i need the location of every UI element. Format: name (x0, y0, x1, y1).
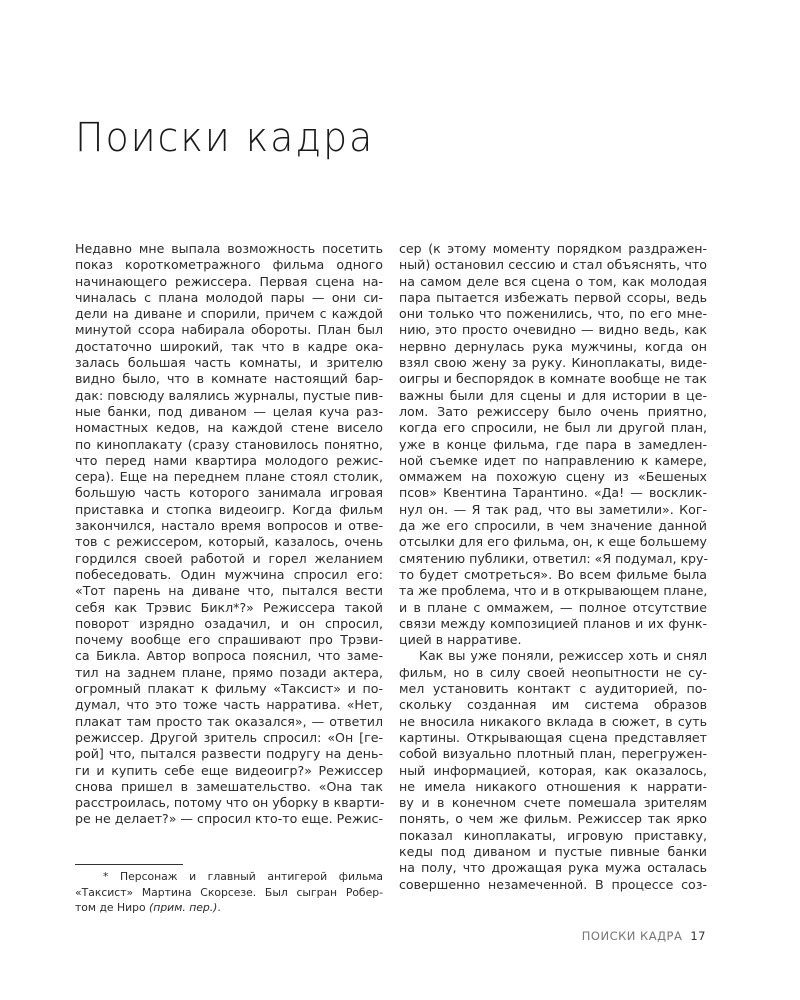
text-line: взял свою жену за руку. Киноплакаты, виде- (399, 355, 707, 371)
text-line: что перед нами квартира молодого режис- (75, 452, 383, 468)
text-line: пара пытается избежать первой ссоры, ведь (399, 289, 707, 305)
text-line: расстроилась, потому что он уборку в кварти- (75, 795, 385, 811)
text-line: поворот изрядно озадачил, и он спросил, (75, 615, 383, 631)
text-line: огромный плакат к фильму «Таксист» и по- (75, 681, 383, 697)
right-text-column (399, 241, 707, 893)
text-line: ные банки, под диваном — целая куча раз- (75, 403, 383, 419)
text-line: ву и в конечном счете помешала зрителям (399, 795, 707, 811)
text-line: тил на заднем плане, прямо позади актера, (75, 664, 383, 680)
text-line: гордился своей работой и горел желанием (75, 550, 383, 566)
text-line: совершенно незамеченной. В процессе соз- (399, 876, 707, 892)
text-line: оигры и беспорядок в комнате вообще не так (399, 371, 707, 387)
text-line: приставка и стопка видеоигр. Когда фильм (75, 501, 383, 517)
page-title: Поиски кадра (75, 114, 375, 161)
page-footer (582, 929, 706, 943)
text-line: уже в конце фильма, где пара в замедлен- (399, 436, 707, 452)
text-line: собой визуально плотный план, перегружен- (399, 746, 707, 762)
text-line: ный) остановил сессию и стал объяснять, что (399, 257, 707, 273)
text-line: показал киноплакаты, игровую приставку, (399, 827, 707, 843)
text-line: не имела никакого отношения к наррати- (399, 778, 707, 794)
text-line: залась большая часть комнаты, и зрителю (75, 355, 383, 371)
text-line: плакат там просто так оказался», — ответил (75, 713, 383, 729)
text-line: показ короткометражного фильма одного (75, 257, 383, 273)
text-line: «Тот парень на диване что, пытался вести (75, 583, 383, 599)
text-line: нервно дернулась рука мужчины, когда он (399, 338, 707, 354)
text-line: важны были для сцены и для истории в це- (399, 387, 707, 403)
text-line: псов» Квентина Тарантино. «Да! — восклик- (399, 485, 707, 501)
footnote (75, 869, 383, 916)
text-line: да же его спросили, в чем значение данной (399, 518, 707, 534)
translator-note: (прим. пер.) (149, 901, 218, 914)
footnote-line: «Таксист» Мартина Скорсезе. Был сыгран Робер- (75, 885, 383, 899)
text-line: видно было, что в комнате настоящий бар- (75, 371, 383, 387)
text-line: дели на диване и спорили, причем с каждой (75, 306, 383, 322)
text-line: дак: повсюду валялись журналы, пустые пив- (75, 387, 383, 403)
text-line: оммажем на похожую сцену из «Бешеных (399, 469, 707, 485)
text-line: нию, это просто очевидно — видно ведь, как (399, 322, 707, 338)
footnote-text: . (217, 901, 221, 914)
text-line: достаточно широкий, так что в кадре ока- (75, 338, 383, 354)
text-line: связи между композицией планов и их функ- (399, 615, 707, 631)
footnote-text: том де Ниро (75, 901, 150, 914)
text-line: ре не делает?» — спросил кто-то еще. Режис- (75, 811, 383, 827)
text-line: та же проблема, что и в открывающем плане, (399, 583, 708, 599)
running-head: ПОИСКИ КАДРА (581, 929, 683, 943)
left-text-column (75, 241, 383, 828)
text-line: начинающего режиссера. Первая сцена на- (75, 273, 383, 289)
text-line: смятению публики, ответил: «Я подумал, кру- (399, 550, 709, 566)
text-line: сера). Еще на переднем плане стоял столик, (75, 469, 383, 485)
text-line: думал, что это тоже часть нарратива. «Нет, (75, 697, 383, 713)
text-line: ный информацией, которая, как оказалось, (399, 762, 707, 778)
text-line: не вносила никакого вклада в сюжет, в суть (399, 713, 707, 729)
text-line: себя как Трэвис Бикл*?» Режиссера такой (75, 599, 383, 615)
text-line: большую часть которого занимала игровая (75, 485, 383, 501)
text-line: закончился, настало время вопросов и отве- (75, 518, 383, 534)
text-line: на полу, что дрожащая рука мужа осталась (399, 860, 707, 876)
page-number: 17 (690, 929, 706, 943)
text-line: отсылки для его фильма, он, к еще большему (399, 534, 707, 550)
text-line: Недавно мне выпала возможность посетить (75, 241, 383, 256)
footnote-divider (75, 864, 183, 865)
text-line: рой] что, пытался развести подругу на день- (75, 746, 383, 762)
text-line: Как вы уже поняли, режиссер хоть и снял (419, 648, 707, 664)
text-line: сер (к этому моменту порядком раздражен- (399, 241, 707, 256)
text-line: фильм, но в силу своей неопытности не су- (399, 664, 707, 680)
text-line: мел установить контакт с аудиторией, по- (399, 681, 707, 697)
text-line: ги и купить себе еще видеоигр?» Режиссер (75, 762, 383, 778)
text-line: кеды под диваном и пустые пивные банки (399, 843, 707, 859)
text-line: нул он. — Я так рад, что вы заметили». Ког- (399, 501, 707, 517)
text-line: режиссер. Другой зритель спросил: «Он [ге- (75, 729, 383, 745)
text-line: снова пришел в замешательство. «Она так (75, 778, 383, 794)
text-line: картины. Открывающая сцена представляет (399, 729, 707, 745)
text-line: са Бикла. Автор вопроса пояснил, что заме- (75, 648, 383, 664)
text-line: ной съемке идет по направлению к камере, (399, 452, 707, 468)
text-line: по киноплакату (сразу становилось понятно, (75, 436, 383, 452)
text-line: минутой ссора набирала обороты. План был (75, 322, 383, 338)
text-line: и в плане с оммажем, — полное отсутствие (399, 599, 707, 615)
text-line: побеседовать. Один мужчина спросил его: (75, 566, 383, 582)
text-line: почему вообще его спрашивают про Трэви- (75, 632, 383, 648)
footnote-line: * Персонаж и главный антигерой фильма (103, 870, 383, 883)
text-line: номастных кедов, на каждой стене висело (75, 420, 383, 436)
text-line: понять, о чем же фильм. Режиссер так ярко (399, 811, 707, 827)
text-line: тов с режиссером, который, казалось, очень (75, 534, 383, 550)
footnote-line (75, 900, 383, 916)
text-line: скольку созданная им система образов (399, 697, 707, 713)
text-line: когда его спросили, не был ли другой план, (399, 420, 707, 436)
text-line: они только что поженились, что, по его мне- (399, 306, 707, 322)
text-line: цией в нарративе. (399, 632, 522, 648)
text-line: чиналась с плана молодой пары — они си- (75, 289, 383, 305)
text-line: лом. Зато режиссеру было очень приятно, (399, 403, 707, 419)
text-line: то будет смотреться». Во всем фильме была (399, 566, 707, 582)
text-line: на самом деле вся сцена о том, как молодая (399, 273, 707, 289)
